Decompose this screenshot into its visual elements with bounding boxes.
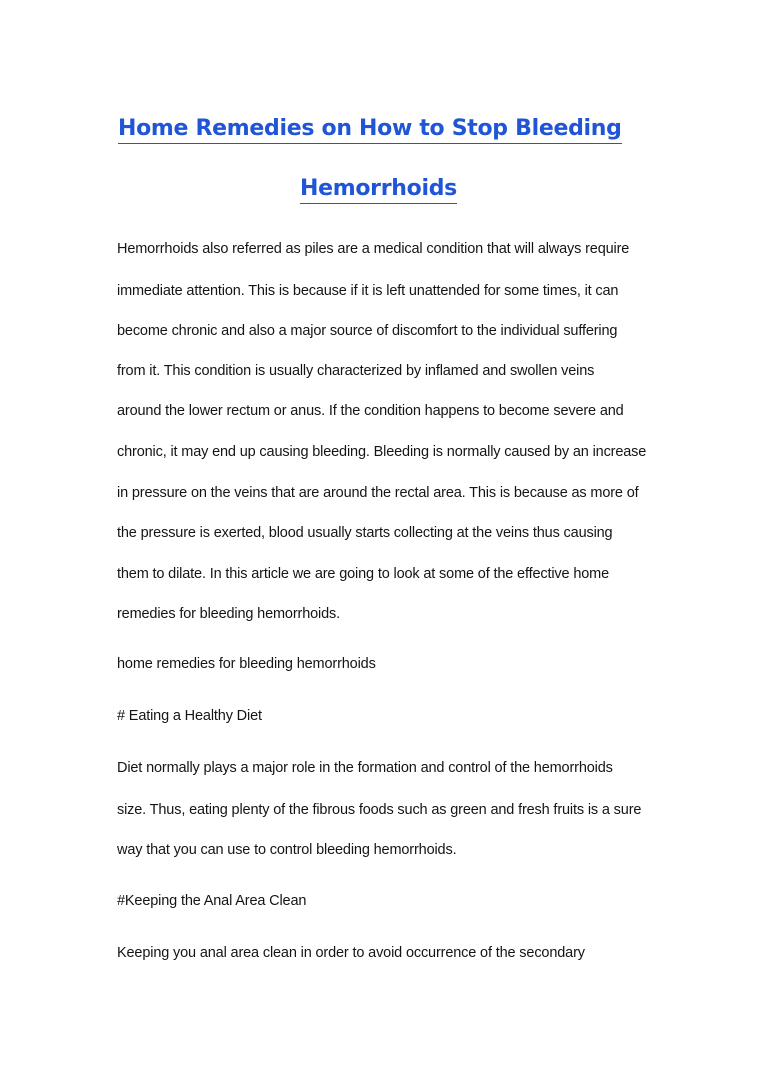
body-line: way that you can use to control bleeding hemorrhoids.	[117, 842, 457, 858]
title-text-1: Home Remedies on How to Stop Bleeding	[118, 116, 622, 144]
body-line: immediate attention. This is because if it is left unattended for some times, it can	[117, 283, 619, 299]
section-heading: #Keeping the Anal Area Clean	[117, 893, 307, 909]
body-line: Diet normally plays a major role in the formation and control of the hemorrhoids	[117, 760, 613, 776]
document-title-line-1	[118, 116, 622, 144]
section-heading: # Eating a Healthy Diet	[117, 708, 262, 724]
body-line: the pressure is exerted, blood usually starts collecting at the veins thus causing	[117, 525, 613, 541]
body-line: in pressure on the veins that are around the rectal area. This is because as more of	[117, 485, 639, 501]
body-line: remedies for bleeding hemorrhoids.	[117, 606, 340, 622]
body-line: from it. This condition is usually characterized by inflamed and swollen veins	[117, 363, 595, 379]
document-title-line-2	[300, 176, 457, 204]
body-line: around the lower rectum or anus. If the condition happens to become severe and	[117, 403, 624, 419]
body-line: Hemorrhoids also referred as piles are a medical condition that will always require	[117, 241, 630, 257]
body-line: them to dilate. In this article we are going to look at some of the effective home	[117, 566, 609, 582]
body-line: become chronic and also a major source of discomfort to the individual suffering	[117, 323, 618, 339]
body-line: Keeping you anal area clean in order to avoid occurrence of the secondary	[117, 945, 585, 961]
body-line: home remedies for bleeding hemorrhoids	[117, 656, 376, 672]
title-text-2: Hemorrhoids	[300, 176, 457, 204]
body-line: chronic, it may end up causing bleeding. Bleeding is normally caused by an increase	[117, 444, 647, 460]
body-line: size. Thus, eating plenty of the fibrous foods such as green and fresh fruits is a sure	[117, 802, 642, 818]
